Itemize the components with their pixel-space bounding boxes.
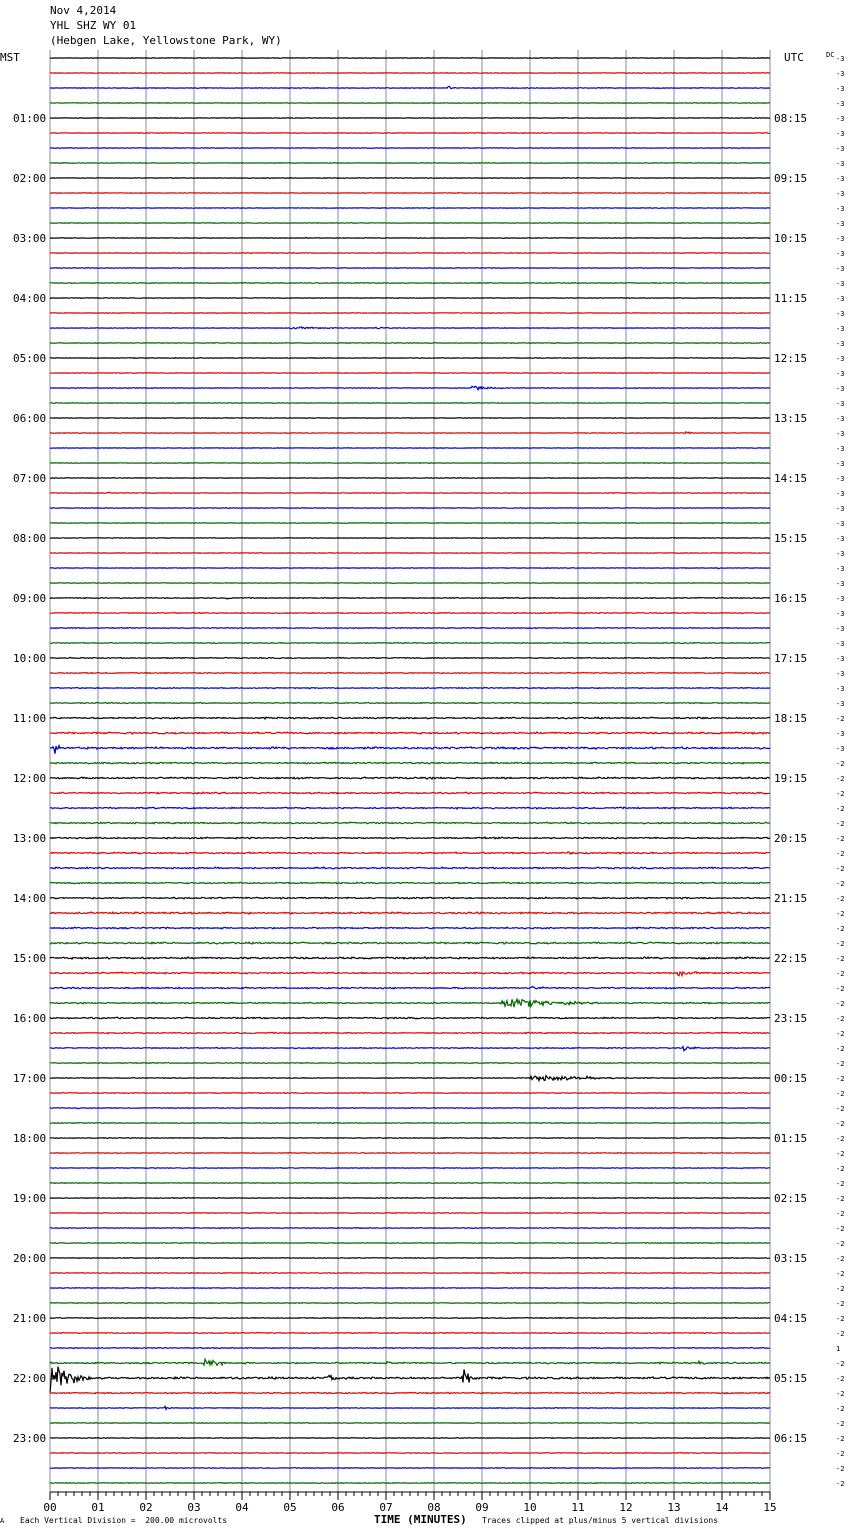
mst-hour-label: 11:00 — [13, 712, 47, 725]
mst-hour-label: 15:00 — [13, 952, 47, 965]
dc-offset-label: -2 — [836, 940, 845, 948]
seismic-trace — [50, 1273, 770, 1274]
mst-hour-label: 03:00 — [13, 232, 47, 245]
dc-offset-label: -2 — [836, 1405, 845, 1413]
dc-offset-label: -3 — [836, 670, 845, 678]
seismic-trace — [50, 148, 770, 149]
mst-hour-label: 13:00 — [13, 832, 47, 845]
seismic-trace — [50, 1183, 770, 1184]
seismic-trace — [50, 583, 770, 584]
dc-offset-label: -3 — [836, 460, 845, 468]
dc-offset-label: -2 — [836, 775, 845, 783]
mst-hour-label: 10:00 — [13, 652, 47, 665]
dc-offset-label: -3 — [836, 595, 845, 603]
x-tick-label: 14 — [715, 1501, 729, 1514]
dc-offset-label: -3 — [836, 325, 845, 333]
seismic-trace — [50, 598, 770, 600]
x-tick-label: 04 — [235, 1501, 249, 1514]
utc-hour-label: 19:15 — [774, 772, 808, 785]
seismic-trace — [50, 223, 770, 224]
seismic-trace — [50, 568, 770, 569]
time-grid — [50, 50, 770, 1493]
header-date: Nov 4,2014 — [50, 4, 117, 17]
dc-offset-label: -3 — [836, 205, 845, 213]
mst-hour-label: 06:00 — [13, 412, 47, 425]
dc-offset-label: -3 — [836, 250, 845, 258]
utc-hour-label: 04:15 — [774, 1312, 808, 1325]
utc-hour-label: 21:15 — [774, 892, 808, 905]
dc-offset-label: -2 — [836, 1030, 845, 1038]
dc-offset-label: -2 — [836, 970, 845, 978]
seismic-trace — [50, 1108, 770, 1109]
dc-offset-label: -2 — [836, 1135, 845, 1143]
dc-offset-label: -3 — [836, 370, 845, 378]
seismic-trace — [50, 1347, 770, 1348]
dc-offset-label: -3 — [836, 580, 845, 588]
dc-offset-label: -2 — [836, 1420, 845, 1428]
dc-offset-label: -3 — [836, 445, 845, 453]
seismic-trace — [50, 852, 770, 854]
dc-offset-label: -2 — [836, 985, 845, 993]
dc-offset-label: -2 — [836, 1240, 845, 1248]
x-tick-label: 15 — [763, 1501, 777, 1514]
seismic-trace — [50, 298, 770, 299]
seismic-trace — [50, 1453, 770, 1454]
seismic-trace — [50, 133, 770, 134]
seismic-trace — [50, 792, 770, 794]
dc-offset-label: -3 — [836, 85, 845, 93]
seismic-trace — [50, 448, 770, 449]
dc-offset-label: -2 — [836, 790, 845, 798]
utc-hour-label: 08:15 — [774, 112, 808, 125]
seismic-trace — [50, 912, 770, 914]
x-tick-label: 09 — [475, 1501, 489, 1514]
dc-offset-label: -2 — [836, 1435, 845, 1443]
x-tick-label: 05 — [283, 1501, 297, 1514]
dc-offset-label: -3 — [836, 745, 845, 753]
dc-offset-label: -2 — [836, 1390, 845, 1398]
dc-offset-label: -2 — [836, 1360, 845, 1368]
dc-offset-label: -3 — [836, 730, 845, 738]
dc-offset-label: -3 — [836, 190, 845, 198]
dc-offset-label: -3 — [836, 640, 845, 648]
dc-offset-label: -2 — [836, 835, 845, 843]
seismic-trace — [50, 927, 770, 929]
dc-offset-label: -2 — [836, 1465, 845, 1473]
dc-offset-label: -3 — [836, 355, 845, 363]
dc-offset-label: -2 — [836, 715, 845, 723]
corner-mark: A — [0, 1517, 5, 1525]
seismic-trace — [50, 746, 770, 754]
seismic-trace — [50, 268, 770, 269]
seismic-trace — [50, 1063, 770, 1064]
dc-offset-label: -3 — [836, 145, 845, 153]
seismic-trace — [50, 1243, 770, 1244]
utc-hour-label: 00:15 — [774, 1072, 808, 1085]
utc-hour-label: 09:15 — [774, 172, 808, 185]
seismic-trace — [50, 867, 770, 869]
dc-offset-label: -2 — [836, 925, 845, 933]
seismic-trace — [50, 1288, 770, 1289]
seismic-trace — [50, 1468, 770, 1469]
x-tick-label: 02 — [139, 1501, 153, 1514]
dc-label: DC — [826, 51, 835, 59]
seismic-trace — [50, 1318, 770, 1319]
mst-hour-label: 09:00 — [13, 592, 47, 605]
seismic-trace — [50, 1093, 770, 1094]
mst-hour-label: 20:00 — [13, 1252, 47, 1265]
seismic-trace — [50, 777, 770, 779]
seismic-trace — [50, 822, 770, 824]
mst-hour-label: 18:00 — [13, 1132, 47, 1145]
utc-hour-label: 15:15 — [774, 532, 808, 545]
mst-hour-label: 05:00 — [13, 352, 47, 365]
utc-hour-label: 16:15 — [774, 592, 808, 605]
dc-offset-label: -3 — [836, 55, 845, 63]
left-axis-label: MST — [0, 51, 20, 64]
seismic-trace — [50, 463, 770, 464]
dc-offset-label: -3 — [836, 550, 845, 558]
seismic-trace — [50, 343, 770, 344]
mst-hour-label: 17:00 — [13, 1072, 47, 1085]
dc-offset-label: -2 — [836, 1285, 845, 1293]
seismic-trace — [50, 1017, 770, 1019]
seismic-trace — [50, 1123, 770, 1124]
clip-note: Traces clipped at plus/minus 5 vertical divisions — [482, 1516, 719, 1525]
seismic-trace — [50, 508, 770, 509]
seismic-trace — [50, 762, 770, 764]
dc-offset-label: -3 — [836, 400, 845, 408]
seismic-trace — [50, 807, 770, 809]
x-tick-label: 00 — [43, 1501, 57, 1514]
utc-hour-label: 06:15 — [774, 1432, 808, 1445]
mst-hour-label: 14:00 — [13, 892, 47, 905]
header-location: (Hebgen Lake, Yellowstone Park, WY) — [50, 34, 282, 47]
seismic-trace — [50, 1303, 770, 1304]
utc-hour-label: 13:15 — [774, 412, 808, 425]
dc-offset-label: -2 — [836, 1315, 845, 1323]
dc-offset-label: -2 — [836, 1330, 845, 1338]
mst-hour-label: 01:00 — [13, 112, 47, 125]
seismic-trace — [50, 1138, 770, 1139]
seismic-trace — [50, 1032, 770, 1034]
seismic-trace — [50, 613, 770, 614]
dc-offset-label: -2 — [836, 1000, 845, 1008]
right-axis-label: UTC — [784, 51, 804, 64]
mst-hour-label: 04:00 — [13, 292, 47, 305]
dc-offset-label: -3 — [836, 115, 845, 123]
seismic-trace — [50, 523, 770, 524]
dc-offset-label: -3 — [836, 175, 845, 183]
mst-hour-label: 08:00 — [13, 532, 47, 545]
header-station: YHL SHZ WY 01 — [50, 19, 137, 32]
dc-offset-label: -3 — [836, 310, 845, 318]
seismic-trace — [50, 882, 770, 884]
dc-offset-label: -2 — [836, 1075, 845, 1083]
seismic-trace — [50, 732, 770, 734]
seismic-trace — [50, 418, 770, 419]
seismic-trace — [50, 642, 770, 643]
x-tick-label: 12 — [619, 1501, 633, 1514]
seismic-trace — [50, 1423, 770, 1424]
seismic-trace — [50, 1258, 770, 1259]
dc-offset-label: -2 — [836, 1045, 845, 1053]
x-tick-label: 03 — [187, 1501, 201, 1514]
dc-offset-label: -2 — [836, 955, 845, 963]
dc-offset-label: -3 — [836, 685, 845, 693]
seismic-trace — [50, 386, 770, 390]
seismic-trace — [50, 1367, 770, 1393]
seismic-trace — [50, 1198, 770, 1199]
seismic-trace — [50, 283, 770, 284]
dc-offset-label: -3 — [836, 505, 845, 513]
trace-group — [50, 55, 844, 1488]
dc-offset-label: -2 — [836, 1225, 845, 1233]
mst-hour-label: 16:00 — [13, 1012, 47, 1025]
utc-hour-label: 01:15 — [774, 1132, 808, 1145]
mst-hour-label: 07:00 — [13, 472, 47, 485]
utc-hour-label: 12:15 — [774, 352, 808, 365]
seismic-trace — [50, 403, 770, 404]
dc-offset-label: -3 — [836, 385, 845, 393]
x-tick-label: 10 — [523, 1501, 537, 1514]
dc-offset-label: -3 — [836, 295, 845, 303]
utc-hour-label: 23:15 — [774, 1012, 808, 1025]
seismic-trace — [50, 118, 770, 119]
x-tick-label: 13 — [667, 1501, 681, 1514]
x-tick-label: 06 — [331, 1501, 345, 1514]
dc-offset-label: -3 — [836, 700, 845, 708]
utc-hour-label: 20:15 — [774, 832, 808, 845]
dc-offset-label: -3 — [836, 490, 845, 498]
scale-note: Each Vertical Division = 200.00 microvolts — [20, 1516, 228, 1525]
seismic-trace — [50, 1406, 770, 1409]
dc-offset-label: -3 — [836, 340, 845, 348]
dc-offset-label: -3 — [836, 220, 845, 228]
seismic-trace — [50, 553, 770, 554]
seismic-trace — [50, 1213, 770, 1214]
dc-offset-label: -3 — [836, 535, 845, 543]
dc-offset-label: -3 — [836, 520, 845, 528]
x-tick-label: 11 — [571, 1501, 585, 1514]
dc-offset-label: -3 — [836, 625, 845, 633]
dc-offset-label: -2 — [836, 1300, 845, 1308]
seismic-trace — [50, 1047, 770, 1051]
seismic-trace — [50, 193, 770, 194]
dc-offset-label: -3 — [836, 235, 845, 243]
seismic-trace — [50, 957, 770, 959]
seismic-trace — [50, 163, 770, 164]
seismic-trace — [50, 86, 770, 88]
dc-offset-label: -3 — [836, 100, 845, 108]
dc-offset-label: -2 — [836, 880, 845, 888]
seismic-trace — [50, 702, 770, 703]
utc-hour-label: 10:15 — [774, 232, 808, 245]
dc-offset-label: -2 — [836, 1375, 845, 1383]
dc-offset-label: -2 — [836, 1480, 845, 1488]
dc-offset-label: -2 — [836, 805, 845, 813]
dc-offset-label: -2 — [836, 1450, 845, 1458]
dc-offset-label: -2 — [836, 1165, 845, 1173]
seismic-trace — [50, 178, 770, 179]
seismic-trace — [50, 1153, 770, 1154]
mst-hour-label: 22:00 — [13, 1372, 47, 1385]
x-tick-label: 07 — [379, 1501, 393, 1514]
utc-hour-label: 22:15 — [774, 952, 808, 965]
seismic-trace — [50, 1076, 770, 1081]
seismic-trace — [50, 73, 770, 74]
seismic-trace — [50, 538, 770, 539]
seismic-trace — [50, 1332, 770, 1333]
utc-hour-label: 14:15 — [774, 472, 808, 485]
utc-hour-label: 11:15 — [774, 292, 808, 305]
seismic-trace — [50, 313, 770, 314]
dc-offset-label: -2 — [836, 1270, 845, 1278]
seismic-trace — [50, 672, 770, 673]
x-tick-label: 08 — [427, 1501, 441, 1514]
dc-offset-label: -2 — [836, 1195, 845, 1203]
dc-offset-label: -3 — [836, 130, 845, 138]
seismic-trace — [50, 717, 770, 719]
dc-offset-label: -2 — [836, 850, 845, 858]
dc-offset-label: -3 — [836, 280, 845, 288]
x-axis-title: TIME (MINUTES) — [374, 1513, 467, 1526]
mst-hour-label: 23:00 — [13, 1432, 47, 1445]
seismic-trace — [50, 972, 770, 976]
seismic-trace — [50, 58, 770, 59]
seismic-trace — [50, 1438, 770, 1439]
dc-offset-label: -2 — [836, 1255, 845, 1263]
utc-hour-label: 03:15 — [774, 1252, 808, 1265]
seismic-trace — [50, 657, 770, 658]
seismic-trace — [50, 208, 770, 209]
dc-offset-label: -2 — [836, 760, 845, 768]
seismic-trace — [50, 987, 770, 989]
mst-hour-label: 02:00 — [13, 172, 47, 185]
dc-offset-label: -3 — [836, 430, 845, 438]
seismic-trace — [50, 1228, 770, 1229]
seismic-trace — [50, 478, 770, 479]
dc-offset-label: -2 — [836, 1090, 845, 1098]
dc-offset-label: 1 — [836, 1345, 841, 1353]
seismic-trace — [50, 897, 770, 899]
dc-offset-label: -2 — [836, 865, 845, 873]
seismic-trace — [50, 1168, 770, 1169]
seismic-trace — [50, 253, 770, 254]
seismic-trace — [50, 373, 770, 374]
mst-hour-label: 21:00 — [13, 1312, 47, 1325]
utc-hour-label: 17:15 — [774, 652, 808, 665]
seismic-trace — [50, 1483, 770, 1484]
dc-offset-label: -3 — [836, 655, 845, 663]
dc-offset-label: -2 — [836, 1150, 845, 1158]
seismic-trace — [50, 492, 770, 493]
utc-hour-label: 18:15 — [774, 712, 808, 725]
dc-offset-label: -2 — [836, 1180, 845, 1188]
seismic-trace — [50, 999, 770, 1007]
seismic-trace — [50, 1392, 770, 1394]
mst-hour-label: 12:00 — [13, 772, 47, 785]
seismic-trace — [50, 628, 770, 629]
dc-offset-label: -2 — [836, 820, 845, 828]
mst-hour-label: 19:00 — [13, 1192, 47, 1205]
x-axis — [43, 1492, 776, 1514]
seismic-trace — [50, 432, 770, 434]
dc-offset-label: -2 — [836, 1060, 845, 1068]
x-tick-label: 01 — [91, 1501, 105, 1514]
dc-offset-label: -3 — [836, 265, 845, 273]
dc-offset-label: -3 — [836, 475, 845, 483]
dc-offset-label: -2 — [836, 910, 845, 918]
utc-hour-label: 02:15 — [774, 1192, 808, 1205]
seismic-trace — [50, 103, 770, 104]
dc-offset-label: -3 — [836, 610, 845, 618]
seismic-trace — [50, 942, 770, 944]
utc-hour-label: 05:15 — [774, 1372, 808, 1385]
dc-offset-label: -2 — [836, 1210, 845, 1218]
dc-offset-label: -3 — [836, 565, 845, 573]
seismic-trace — [50, 837, 770, 839]
dc-offset-label: -3 — [836, 70, 845, 78]
dc-offset-label: -2 — [836, 1105, 845, 1113]
dc-offset-label: -2 — [836, 1120, 845, 1128]
seismic-trace — [50, 358, 770, 359]
dc-offset-label: -3 — [836, 160, 845, 168]
dc-offset-label: -2 — [836, 895, 845, 903]
seismic-trace — [50, 1359, 770, 1365]
dc-offset-label: -2 — [836, 1015, 845, 1023]
seismic-trace — [50, 238, 770, 239]
seismic-trace — [50, 687, 770, 688]
seismic-trace — [50, 327, 770, 329]
dc-offset-label: -3 — [836, 415, 845, 423]
